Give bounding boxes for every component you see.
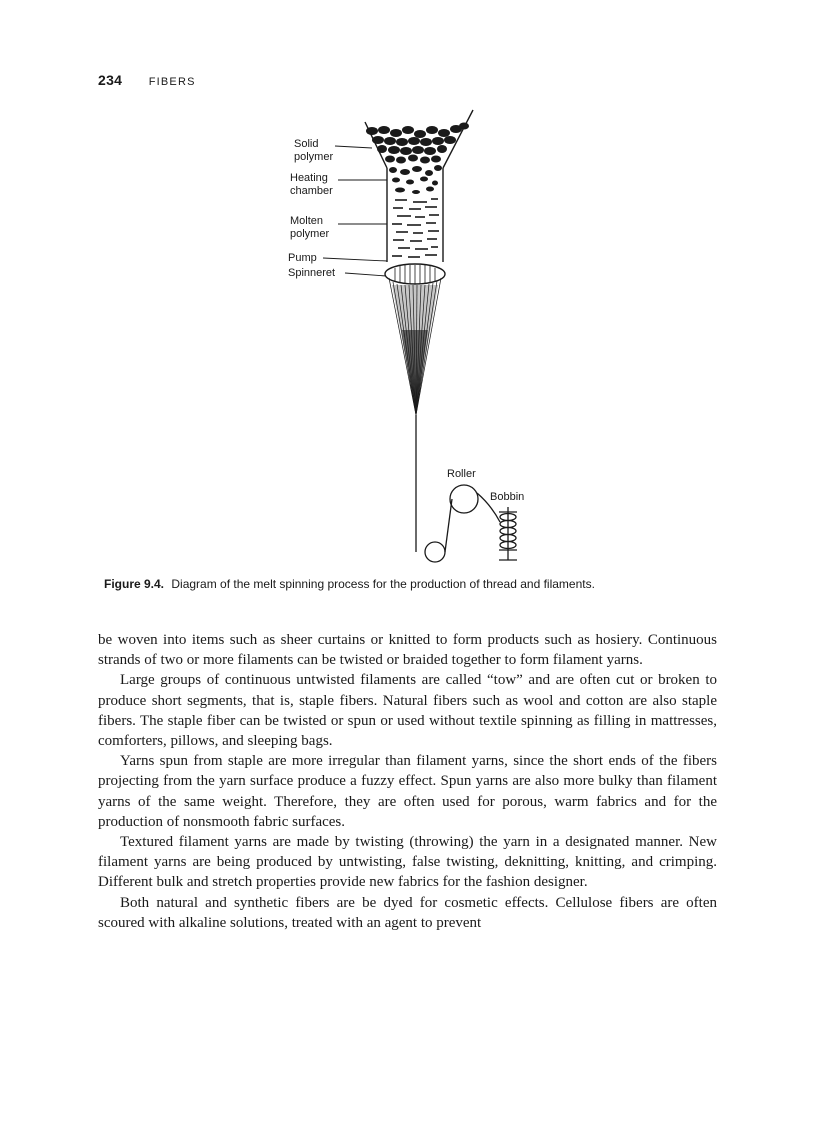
label-bobbin: Bobbin (490, 491, 525, 503)
label-molten-polymer: Molten polymer (290, 215, 330, 240)
bobbin-drawing (499, 507, 517, 560)
paragraph: Textured filament yarns are made by twisting (throwing) the yarn in a designated manner. New filament yarns are being produced by untwisting, false twisting, deknitting, knitting, and crimping. Different bulk and stretch properties provide new fabrics for the fashion designer. (98, 834, 717, 891)
label-roller: Roller (447, 468, 476, 480)
label-heating-chamber: Heating chamber (290, 172, 333, 197)
leader-lines (323, 146, 387, 276)
figure-number: Figure 9.4. (104, 577, 165, 591)
label-solid-polymer: Solid polymer (294, 138, 334, 163)
paragraph: Yarns spun from staple are more irregular than filament yarns, since the short ends of the fibers projecting from the yarn surface produce a fuzzy effect. Spun yarns are also more bulky than filament yarns of the same weight. Therefore, they are often used for porous, warm fabrics and for the production of nonsmooth fabric surfaces. (98, 753, 717, 830)
body-text (98, 630, 717, 933)
label-spinneret: Spinneret (288, 267, 336, 279)
label-pump: Pump (288, 252, 317, 264)
running-head: FIBERS (148, 76, 196, 88)
page-number: 234 (98, 72, 123, 88)
paragraph: Large groups of continuous untwisted filaments are called “tow” and are often cut or broken to produce short segments, that is, staple fibers. Natural fibers such as wool and cotton are also staple fibers. The staple fiber can be twisted or spun or used without textile spinning as filling in mattresses, comforters, pillows, and sleeping bags. (98, 672, 717, 750)
spinneret-holes (395, 265, 435, 284)
paragraph: Both natural and synthetic fibers are be dyed for cosmetic effects. Cellulose fibers are often scoured with alkaline solutions, treated with an agent to prevent (98, 894, 717, 931)
figure-caption (104, 577, 744, 591)
molten-polymer-dashes (392, 199, 439, 257)
thread-path (416, 415, 500, 562)
paragraph: be woven into items such as sheer curtains or knitted to form products such as hosiery. Continuous strands of two or more filaments can be twisted or braided together to form filament yarns. (98, 632, 717, 669)
filament-bundle (389, 278, 441, 415)
solid-polymer-pellets (366, 123, 469, 195)
figure-caption-text: Diagram of the melt spinning process for the production of thread and filaments. (171, 577, 595, 591)
